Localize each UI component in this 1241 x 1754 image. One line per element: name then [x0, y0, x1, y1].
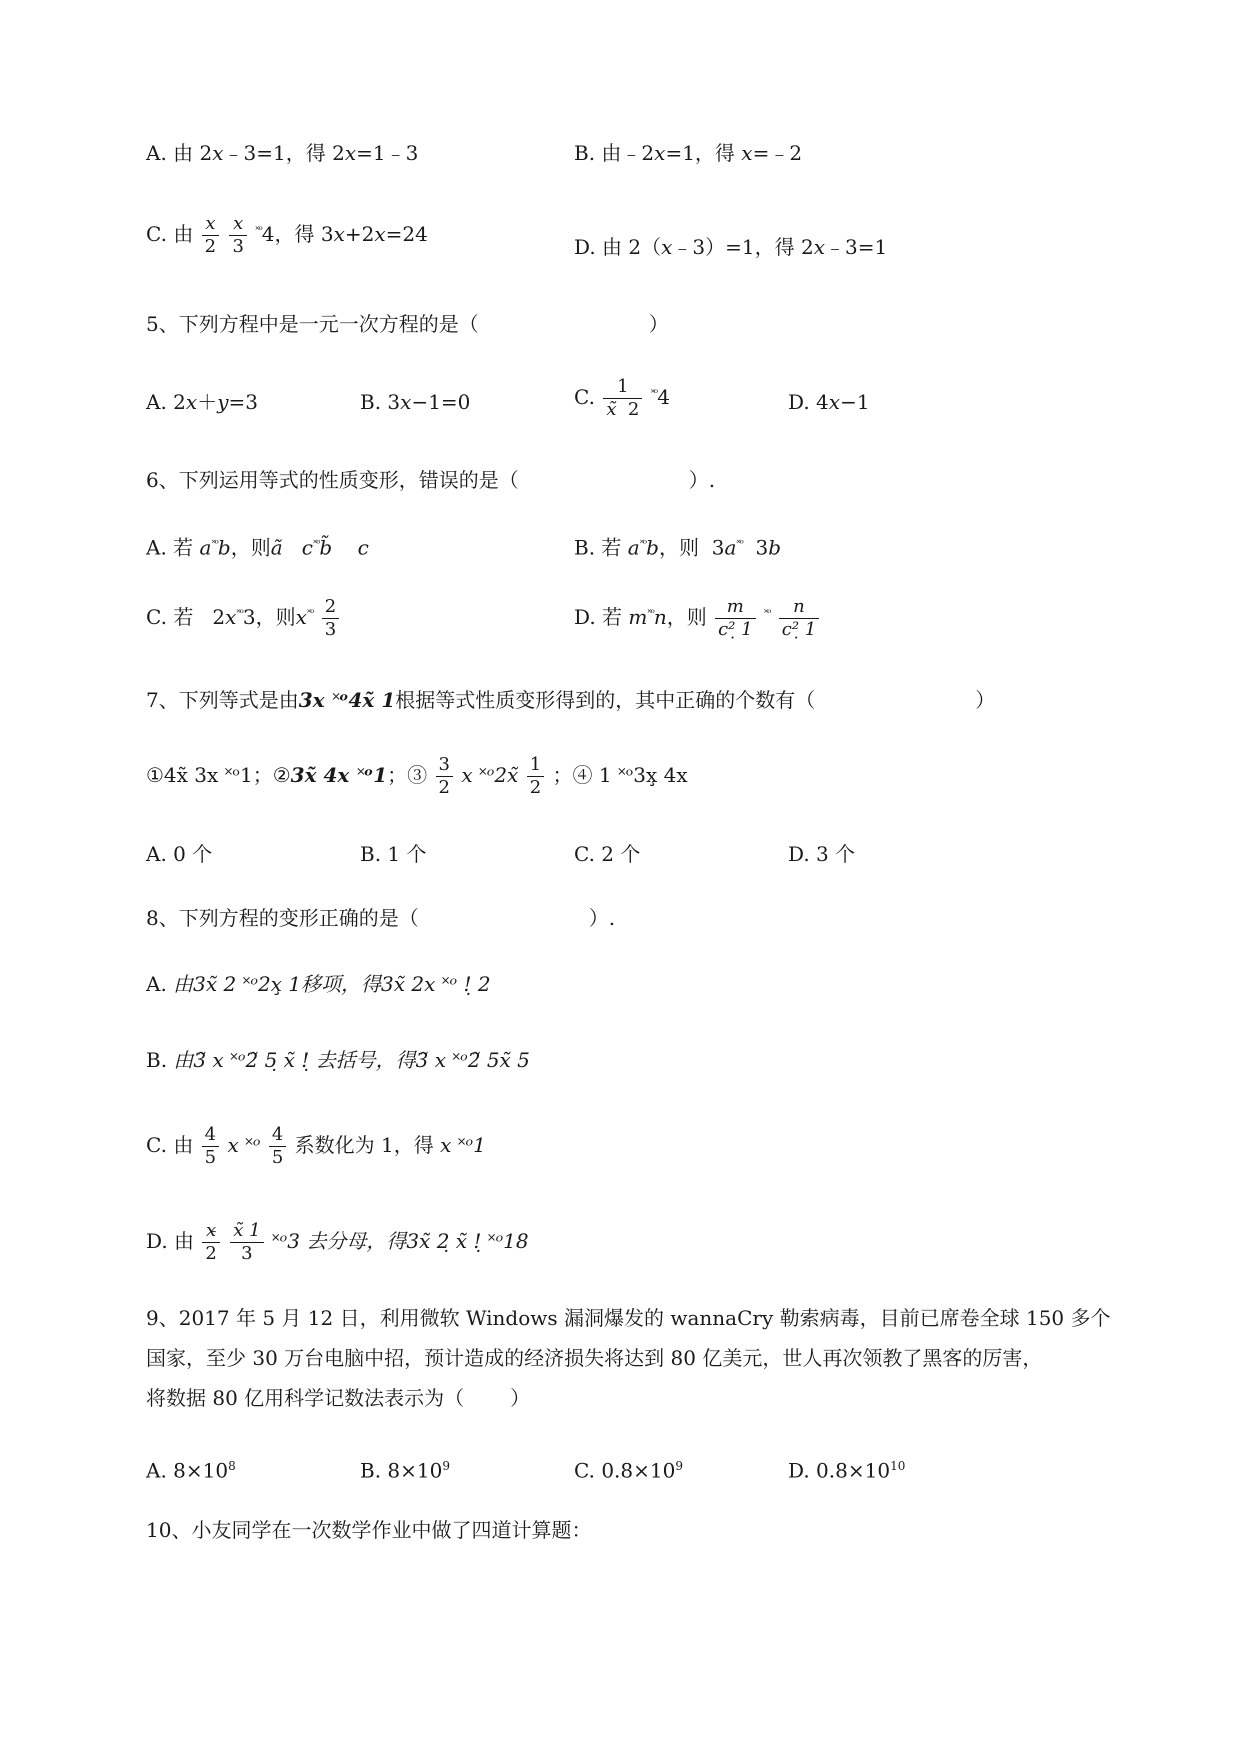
q9-option-a: A. $8\times 10^8$ [146, 1458, 236, 1483]
q9-stem-line-1: 9、2017 年 5 月 12 日，利用微软 Windows 漏洞爆发的 wannaCry 勒索病毒，目前已席卷全球 150 多个 [146, 1306, 1111, 1330]
fraction: $\frac{3}{2}$ [436, 754, 453, 799]
q6-option-b: B. 若 $a^{˟ᵒ}b$，则 $3a^{˟ᵒ}$ 3b [574, 535, 782, 560]
q5-stem: 5、下列方程中是一元一次方程的是（ ） [146, 312, 669, 336]
q9-stem-line-3: 将数据 80 亿用科学记数法表示为（ ） [146, 1386, 531, 1410]
fraction: $\frac{4}{5}$ [202, 1124, 219, 1169]
q6-option-d: D. 若 $m^{˟ᵒ}n$，则 $\frac{m}{\text{c²̣ 1}}$ $^{˟ᵒ}$ $\frac{n}{\text{c²̣ 1}}$ [574, 596, 821, 641]
fraction: $\frac{n}{\text{c²̣ 1}}$ [779, 596, 819, 641]
q9-stem-line-2: 国家，至少 30 万台电脑中招，预计造成的经济损失将达到 80 亿美元，世人再次领教了黑客的厉害， [146, 1346, 1043, 1370]
q8-stem: 8、下列方程的变形正确的是（ ）. [146, 906, 616, 930]
q9-option-d: D. $0.8\times 10^{10}$ [788, 1458, 906, 1483]
q5-option-d: D. 4x−1 [788, 390, 870, 414]
q9-option-c: C. $0.8\times 10^9$ [574, 1458, 683, 1483]
q5-option-c: C. $\frac{1}{x̃ 2}$ $^{˟ᵒ}$4 [574, 376, 670, 420]
fraction: $\frac{1}{2}$ [527, 754, 544, 799]
fraction: $\frac{x}{3}$ [229, 213, 246, 258]
q6-stem: 6、下列运用等式的性质变形，错误的是（ ）. [146, 468, 716, 492]
q4-option-a: A. 由 2x﹣3=1，得 2x=1﹣3 [146, 141, 419, 165]
fraction: $\frac{2}{3}$ [322, 596, 339, 641]
q7-option-a: A. 0 个 [146, 842, 213, 866]
q8-option-b: B. 由3̃ x ˟ᵒ2̃ 5̣ x̃ !̣ 去括号，得3̃ x ˟ᵒ2̃ 5x̃ 5 [146, 1048, 530, 1072]
fraction: $\frac{m}{\text{c²̣ 1}}$ [715, 596, 755, 641]
q10-stem: 10、小友同学在一次数学作业中做了四道计算题： [146, 1518, 592, 1542]
q4-option-d: D. 由 2（x﹣3）=1，得 2x﹣3=1 [574, 235, 888, 259]
fraction: $\frac{4}{5}$ [269, 1124, 286, 1169]
fraction: $\frac{1}{x̃ 2}$ [603, 376, 642, 421]
q7-option-b: B. 1 个 [360, 842, 427, 866]
q5-option-b: B. 3x−1=0 [360, 390, 471, 414]
q7-statements: ①4x̃ 3x ˟ᵒ1；②3x̃ 4x ˟ᵒ1；③ $\frac{3}{2}$ x ˟ᵒ2x̃ $\frac{1}{2}$ ；④ 1 ˟ᵒ3x̧ 4x [146, 754, 688, 798]
q8-option-d: D. 由 $\frac{x̵}{2}$ $\frac{x̃ 1}{3}$ ˟ᵒ3 去分母，得3x̃ 2̣ x̃ !̣ ˟ᵒ18 [146, 1220, 529, 1264]
q7-option-d: D. 3 个 [788, 842, 856, 866]
fraction: $\frac{x̃ 1}{3}$ [230, 1220, 263, 1265]
q6-option-c: C. 若 $2x^{˟ᵒ}3$，则$x^{˟ᵒ}$ $\frac{2}{3}$ [146, 596, 341, 641]
q7-stem: 7、下列等式是由3x ˟ᵒ4x̃ 1根据等式性质变形得到的，其中正确的个数有（ ） [146, 688, 996, 712]
q4-option-c: C. 由 $\frac{x}{2}$ $\frac{x}{3}$ $^{˟ᵒ}$4，得 3x+2x=24 [146, 213, 428, 257]
q4-option-b: B. 由﹣2x=1，得 x=﹣2 [574, 141, 803, 165]
q8-option-a: A. 由3x̃ 2 ˟ᵒ2x̧ 1移项，得3x̃ 2x ˟ᵒ !̣ 2 [146, 972, 491, 996]
q6-option-a: A. 若 $a^{˟ᵒ}b$，则ã $c^{˟ᵒ}b̃$ c [146, 535, 369, 560]
fraction: $\frac{x}{2}$ [202, 213, 219, 258]
q8-option-c: C. 由 $\frac{4}{5}$ x ˟ᵒ $\frac{4}{5}$ 系数化为 1，得 x ˟ᵒ1 [146, 1124, 486, 1168]
q7-option-c: C. 2 个 [574, 842, 641, 866]
q9-option-b: B. $8\times 10^9$ [360, 1458, 450, 1483]
q5-option-a: A. 2x＋y=3 [146, 390, 258, 414]
fraction: $\frac{x̵}{2}$ [202, 1220, 219, 1265]
